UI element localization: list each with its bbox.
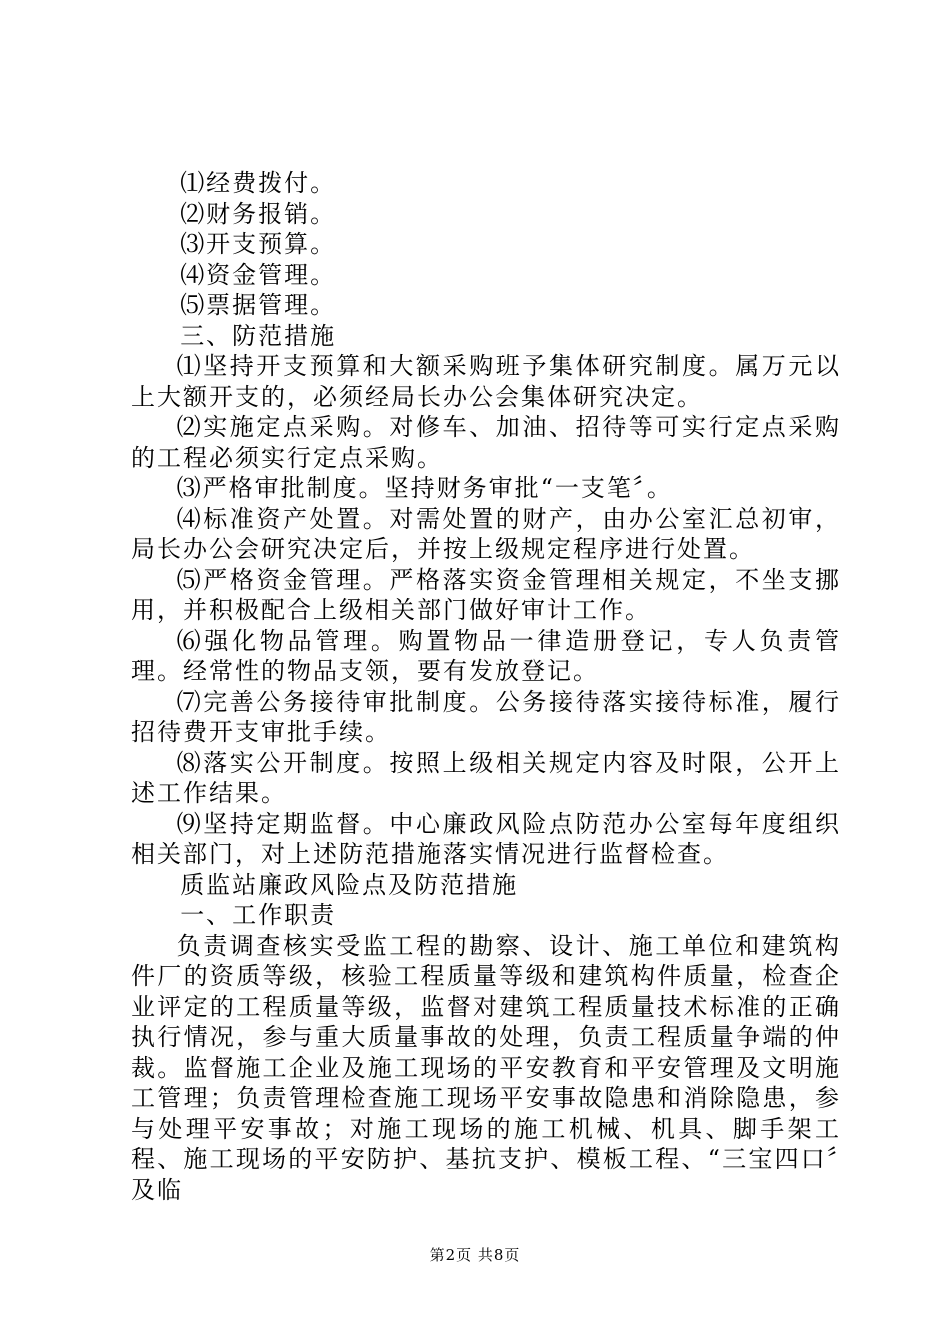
- list-item: ⑴经费拨付。: [180, 169, 337, 197]
- list-item: ⑷资金管理。: [180, 260, 337, 289]
- paragraph: ⑻落实公开制度。按照上级相关规定内容及时限，公开上述工作结果。: [131, 748, 841, 807]
- paragraph: 负责调查核实受监工程的勘察、设计、施工单位和建筑构件厂的资质等级，核验工程质量等级和建筑构件质量，检查企业评定的工程质量等级，监督对建筑工程质量技术标准的正确执行情况，参与重大质量事故的处理，负责工程质量争端的仲裁。监督施工企业及施工现场的平安教育和平安管理及文明施工管理；负责管理检查施工现场平安事故隐患和消除隐患，参与处理平安事故；对施工现场的施工机械、机具、脚手架工程、施工现场的平安防护、基抗支护、模板工程、“三宝四口〞及临: [131, 931, 841, 1204]
- paragraph: ⑶严格审批制度。坚持财务审批“一支笔〞。: [176, 474, 673, 502]
- paragraph: ⑼坚持定期监督。中心廉政风险点防范办公室每年度组织相关部门，对上述防范措施落实情况进行监督检查。: [131, 809, 841, 868]
- paragraph: ⑴坚持开支预算和大额采购班予集体研究制度。属万元以上大额开支的，必须经局长办公会集体研究决定。: [131, 352, 841, 411]
- paragraph: ⑵实施定点采购。对修车、加油、招待等可实行定点采购的工程必须实行定点采购。: [131, 413, 841, 472]
- paragraph: ⑺完善公务接待审批制度。公务接待落实接待标准，履行招待费开支审批手续。: [131, 687, 841, 746]
- list-item: ⑸票据管理。: [180, 291, 337, 319]
- body-text: [131, 168, 841, 1205]
- paragraph: ⑹强化物品管理。购置物品一律造册登记，专人负责管理。经常性的物品支领，要有发放登记。: [131, 626, 841, 685]
- paragraph: ⑸严格资金管理。严格落实资金管理相关规定，不坐支挪用，并积极配合上级相关部门做好审计工作。: [131, 565, 841, 624]
- document-title: 质监站廉政风险点及防范措施: [180, 870, 519, 899]
- paragraph: ⑷标准资产处置。对需处置的财产，由办公室汇总初审，局长办公会研究决定后，并按上级规定程序进行处置。: [131, 504, 841, 563]
- section-heading: 一、工作职责: [180, 901, 337, 929]
- section-heading: 三、防范措施: [180, 321, 337, 350]
- list-item: ⑶开支预算。: [180, 230, 337, 258]
- page-number-footer: 第2页 共8页: [429, 1246, 521, 1264]
- list-item: ⑵财务报销。: [180, 199, 337, 228]
